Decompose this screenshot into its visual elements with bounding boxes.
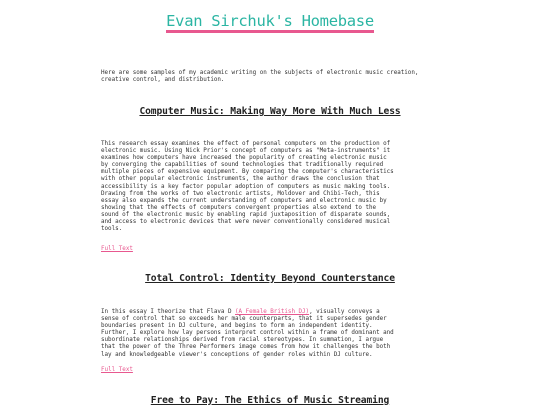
full-text-link-computer-music[interactable]: Full Text	[101, 246, 133, 252]
abstract-line: multiple pieces of expensive equipment. By comparing the computer's characteristics	[101, 169, 394, 176]
abstract-text: In this essay I theorize that Flava D	[101, 309, 236, 315]
essay-title-free-to-pay: Free to Pay: The Ethics of Music Streaming	[150, 395, 390, 405]
abstract-line: examines how computers have increased the popularity of creating electronic music	[101, 155, 387, 162]
abstract-line: sound of the electronic music by enabling rapid juxtaposition of disparate sounds,	[101, 211, 391, 218]
abstract-line: boundaries present in DJ culture, and begins to form an independent identity.	[101, 323, 373, 330]
abstract-line: by converging the capabilities of sound technologies that traditionally required	[101, 162, 384, 169]
abstract-line: sense of control that so exceeds her male counterparts, that it supersedes gender	[101, 316, 387, 323]
abstract-line: and access to electronic devices that were never conventionally considered musical	[101, 219, 391, 226]
abstract-line: with other popular electronic instruments, the author draws the conclusion that	[101, 176, 380, 183]
abstract-line: lay and knowledgeable viewer's conceptions of gender roles within DJ culture.	[101, 351, 373, 358]
abstract-line: This research essay examines the effect of personal computers on the production of	[101, 141, 391, 147]
essay-abstract-computer-music	[101, 141, 438, 233]
essay-title-computer-music: Computer Music: Making Way More With Much Less	[139, 106, 401, 117]
abstract-line: Drawing from the works of two electronic artists, Moldover and Chibi-Tech, this	[101, 190, 380, 197]
essay-title-total-control: Total Control: Identity Beyond Counterstance	[145, 273, 395, 284]
abstract-line: Further, I explore how lay persons interpret control within a frame of dominant and	[101, 330, 394, 337]
site-title	[0, 10, 540, 32]
abstract-line: showing that the effects of computers convergent properties also extend to the	[101, 204, 377, 211]
abstract-line: tools.	[101, 226, 123, 233]
flava-d-link[interactable]: (A Female British DJ)	[235, 309, 310, 315]
abstract-line: that the power of the Three Performers image comes from how it challenges the both	[101, 344, 391, 351]
abstract-text: , visually conveys a	[309, 309, 380, 315]
site-title-text: Evan Sirchuk's Homebase	[166, 12, 374, 33]
abstract-line: essay also expands the current understanding of computers and electronic music by	[101, 197, 387, 204]
full-text-link-total-control[interactable]: Full Text	[101, 367, 133, 373]
abstract-line: electronic music. Using Nick Prior's concept of computers as "Meta-instruments" it	[101, 148, 391, 155]
intro-text: Here are some samples of my academic writing on the subjects of electronic music creation, creative control, and distribution.	[101, 70, 419, 84]
abstract-line: subordinate relationships derived from racial stereotypes. In summation, I argue	[101, 337, 384, 344]
intro-paragraph	[101, 70, 438, 84]
abstract-line: accessibility is a key factor popular adoption of computers as music making tools.	[101, 183, 391, 190]
abstract-line-first	[101, 309, 438, 316]
essay-abstract-total-control	[101, 309, 438, 359]
